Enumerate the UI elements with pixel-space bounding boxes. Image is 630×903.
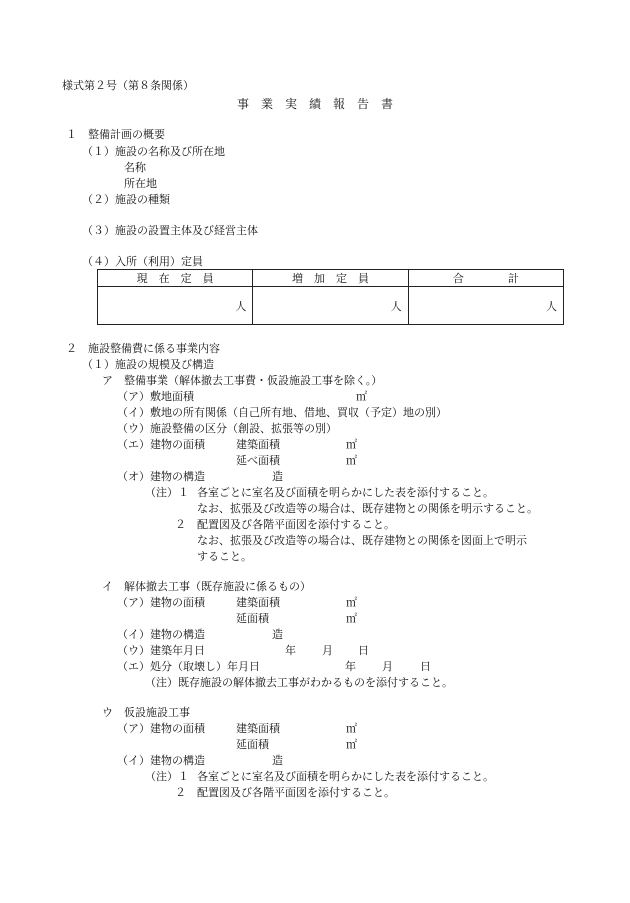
s1-item2: （２）施設の種類 <box>82 193 170 206</box>
s1-item4: （４）入所（利用）定員 <box>82 255 203 268</box>
c-floor-unit: ㎡ <box>346 738 357 751</box>
table-cell-total: 人 <box>408 287 563 325</box>
c-note2: 配置図及び各階平面図を添付すること。 <box>197 786 395 799</box>
b-construction-day: 日 <box>358 644 369 657</box>
b-building-footprint-unit: ㎡ <box>346 596 357 609</box>
section2-heading: ２ 施設整備費に係る事業内容 <box>66 342 220 355</box>
a-structure: （オ）建物の構造 <box>117 470 205 483</box>
s1-item1: （１）施設の名称及び所在地 <box>82 145 225 158</box>
s1-location-label: 所在地 <box>124 177 157 190</box>
a-note1b: なお、拡張及び改造等の場合は、既存建物との関係を明示すること。 <box>197 502 538 515</box>
b-construction-month: 月 <box>322 644 333 657</box>
a-note2b: なお、拡張及び改造等の場合は、既存建物との関係を図面上で明示 <box>197 534 527 547</box>
b-floor-label: 延面積 <box>236 612 269 625</box>
c-building-footprint-label: 建築面積 <box>236 722 280 735</box>
table-header-total: 合 計 <box>408 270 563 287</box>
c-building-area: （ア）建物の面積 <box>117 722 205 735</box>
a-building-area: （エ）建物の面積 <box>117 438 205 451</box>
subsection-c-heading: ウ 仮設施設工事 <box>102 706 190 719</box>
b-structure: （イ）建物の構造 <box>117 628 205 641</box>
a-development-type: （ウ）施設整備の区分（創設、拡張等の別） <box>117 422 337 435</box>
a-note2: 配置図及び各階平面図を添付すること。 <box>197 518 395 531</box>
b-construction-date: （ウ）建築年月日 <box>117 644 205 657</box>
c-structure-unit: 造 <box>272 754 283 767</box>
c-floor-label: 延面積 <box>236 738 269 751</box>
b-disposal-date: （エ）処分（取壊し）年月日 <box>117 660 260 673</box>
subsection-b-heading: イ 解体撤去工事（既存施設に係るもの） <box>102 580 311 593</box>
table-cell-increase: 人 <box>253 287 408 325</box>
a-total-floor-label: 延べ面積 <box>236 454 280 467</box>
a-note2-number: ２ <box>175 518 186 531</box>
table-header-increase: 増 加 定 員 <box>253 270 408 287</box>
a-building-footprint-label: 建築面積 <box>236 438 280 451</box>
a-structure-unit: 造 <box>272 470 283 483</box>
a-note2c: すること。 <box>197 550 252 563</box>
a-note1: 各室ごとに室名及び面積を明らかにした表を添付すること。 <box>197 486 494 499</box>
table-header-current: 現 在 定 員 <box>98 270 253 287</box>
c-structure: （イ）建物の構造 <box>117 754 205 767</box>
section1-heading: １ 整備計画の概要 <box>66 128 165 141</box>
s2-item1: （１）施設の規模及び構造 <box>82 358 214 371</box>
s1-name-label: 名称 <box>124 161 146 174</box>
b-building-area: （ア）建物の面積 <box>117 596 205 609</box>
c-note-label: （注）１ <box>145 770 189 783</box>
b-building-footprint-label: 建築面積 <box>236 596 280 609</box>
capacity-table-header-row <box>98 270 564 287</box>
a-site-area: （ア）敷地面積 <box>117 390 194 403</box>
c-building-footprint-unit: ㎡ <box>346 722 357 735</box>
b-disposal-day: 日 <box>420 660 431 673</box>
b-structure-unit: 造 <box>272 628 283 641</box>
b-note: （注）既存施設の解体撤去工事がわかるものを添付すること。 <box>145 676 453 689</box>
subsection-a-heading: ア 整備事業（解体撤去工事費・仮設施設工事を除く。） <box>102 374 383 387</box>
b-floor-unit: ㎡ <box>346 612 357 625</box>
capacity-table-value-row <box>98 287 564 325</box>
a-land-ownership: （イ）敷地の所有関係（自己所有地、借地、買収（予定）地の別） <box>117 406 447 419</box>
c-note1: 各室ごとに室名及び面積を明らかにした表を添付すること。 <box>197 770 494 783</box>
form-label: 様式第２号（第８条関係） <box>62 79 194 92</box>
a-note-label: （注）１ <box>145 486 189 499</box>
a-total-floor-unit: ㎡ <box>346 454 357 467</box>
a-site-area-unit: ㎡ <box>356 390 367 403</box>
capacity-table <box>97 269 564 325</box>
b-construction-year: 年 <box>285 644 296 657</box>
table-cell-current: 人 <box>98 287 253 325</box>
b-disposal-year: 年 <box>345 660 356 673</box>
a-building-footprint-unit: ㎡ <box>346 438 357 451</box>
c-note2-number: ２ <box>175 786 186 799</box>
s1-item3: （３）施設の設置主体及び経営主体 <box>82 224 258 237</box>
document-title: 事 業 実 績 報 告 書 <box>236 97 393 111</box>
b-disposal-month: 月 <box>382 660 393 673</box>
